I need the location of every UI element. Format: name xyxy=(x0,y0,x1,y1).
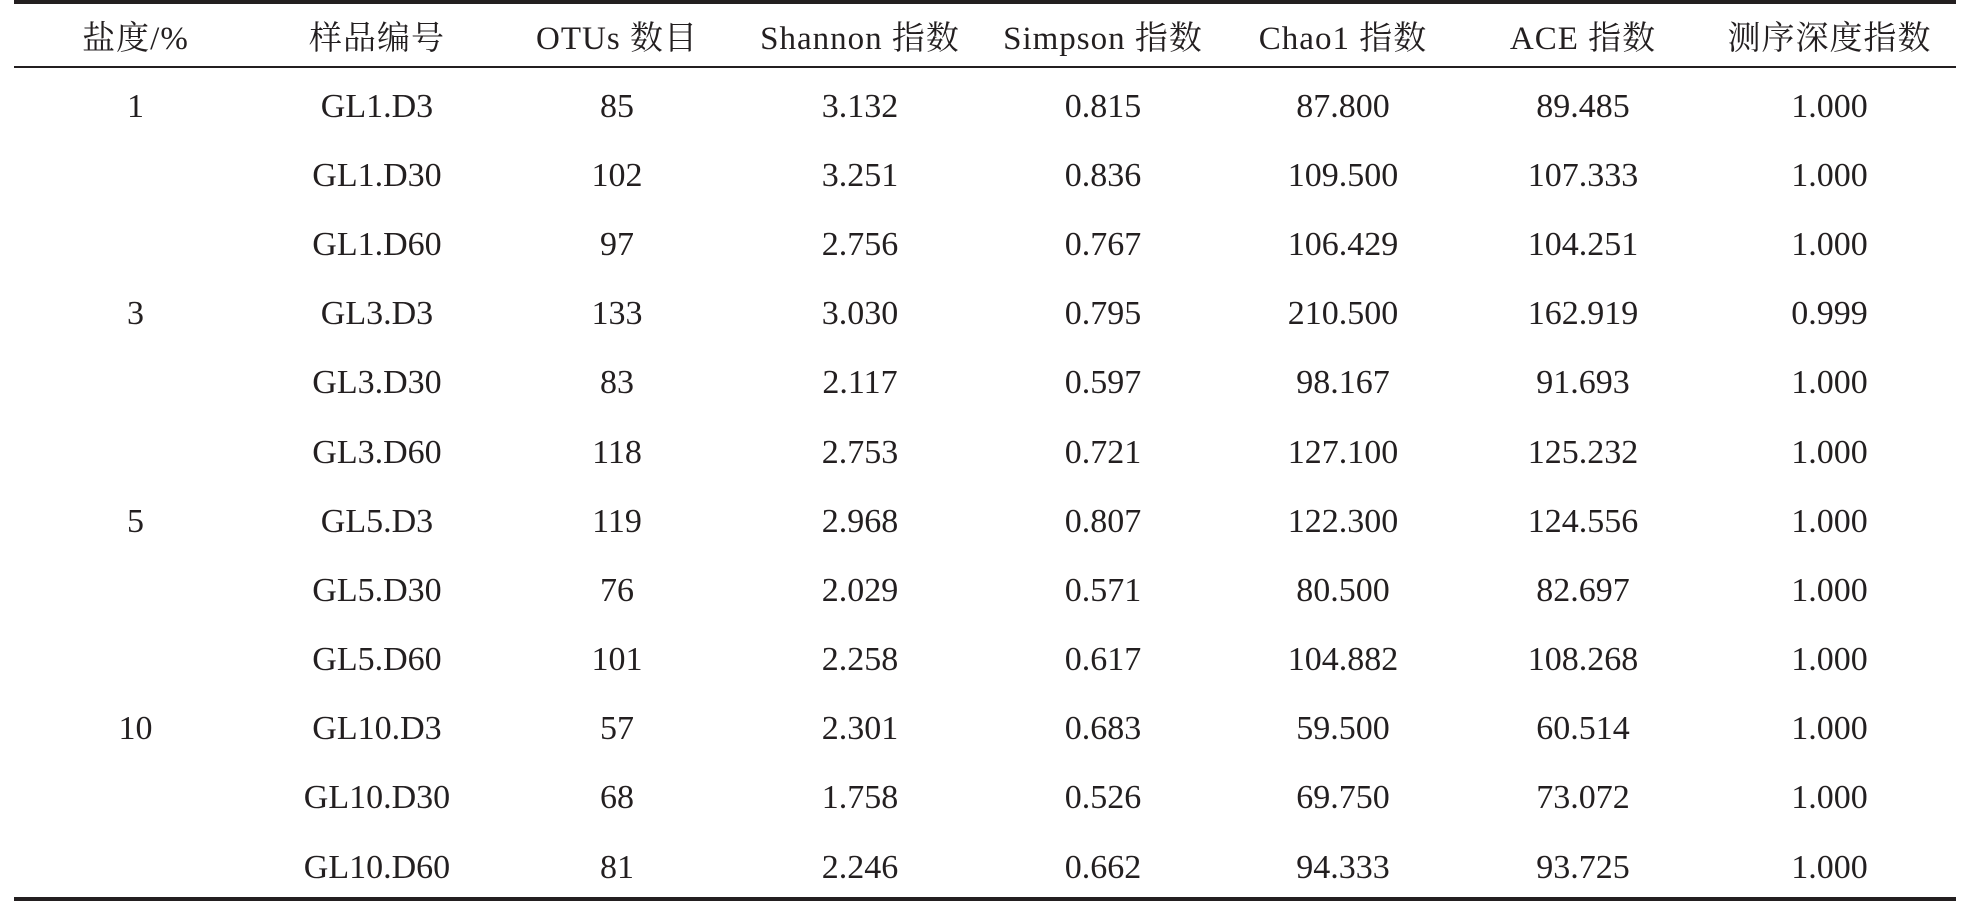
cell-ace: 162.919 xyxy=(1527,295,1639,333)
header-sample-id: 样品编号 xyxy=(309,20,445,57)
cell-chao1: 109.500 xyxy=(1287,156,1399,194)
cell-chao1: 98.167 xyxy=(1296,364,1390,402)
cell-shannon: 2.301 xyxy=(821,710,899,748)
header-chao1: Chao1 指数 xyxy=(1258,20,1428,57)
cell-simpson: 0.721 xyxy=(1064,433,1142,471)
cell-salinity: 3 xyxy=(127,295,144,333)
cell-ace: 125.232 xyxy=(1527,433,1639,471)
cell-shannon: 3.030 xyxy=(821,295,899,333)
cell-shannon: 2.117 xyxy=(822,364,898,402)
cell-chao1: 122.300 xyxy=(1287,502,1399,540)
cell-sample-id: GL1.D3 xyxy=(320,87,434,125)
cell-ace: 107.333 xyxy=(1527,156,1639,194)
cell-shannon: 2.246 xyxy=(821,848,899,886)
cell-ace: 82.697 xyxy=(1536,571,1630,609)
cell-chao1: 127.100 xyxy=(1287,433,1399,471)
cell-chao1: 59.500 xyxy=(1296,710,1390,748)
alpha-diversity-table xyxy=(14,0,1956,902)
header-row xyxy=(14,4,1956,66)
cell-chao1: 94.333 xyxy=(1296,848,1390,886)
cell-salinity xyxy=(14,141,257,210)
cell-shannon: 2.258 xyxy=(821,641,899,679)
cell-coverage: 1.000 xyxy=(1791,156,1868,194)
cell-chao1: 210.500 xyxy=(1287,295,1399,333)
cell-ace: 124.556 xyxy=(1527,502,1639,540)
table-row xyxy=(14,764,1956,833)
cell-coverage: 1.000 xyxy=(1791,641,1868,679)
header-salinity: 盐度/% xyxy=(82,20,189,57)
cell-simpson: 0.767 xyxy=(1064,225,1142,263)
cell-sample-id: GL5.D3 xyxy=(320,502,434,540)
cell-sample-id: GL3.D60 xyxy=(312,433,442,471)
table-body xyxy=(14,68,1956,902)
cell-simpson: 0.662 xyxy=(1064,848,1142,886)
table-row xyxy=(14,280,1956,349)
cell-sample-id: GL1.D60 xyxy=(312,225,442,263)
cell-shannon: 3.132 xyxy=(821,87,899,125)
data-table xyxy=(14,4,1956,66)
cell-otus: 68 xyxy=(600,779,634,817)
cell-sample-id: GL3.D30 xyxy=(312,364,442,402)
cell-sample-id: GL3.D3 xyxy=(320,295,434,333)
table-row xyxy=(14,349,1956,418)
cell-shannon: 3.251 xyxy=(821,156,899,194)
cell-shannon: 2.753 xyxy=(821,433,899,471)
cell-salinity xyxy=(14,556,257,625)
cell-salinity xyxy=(14,626,257,695)
cell-salinity: 5 xyxy=(127,502,144,540)
cell-salinity: 10 xyxy=(118,710,153,748)
cell-chao1: 80.500 xyxy=(1296,571,1390,609)
cell-shannon: 2.968 xyxy=(821,502,899,540)
cell-simpson: 0.815 xyxy=(1064,87,1142,125)
cell-salinity xyxy=(14,418,257,487)
cell-otus: 85 xyxy=(600,87,634,125)
cell-coverage: 0.999 xyxy=(1791,295,1868,333)
cell-sample-id: GL10.D30 xyxy=(303,779,451,817)
cell-coverage: 1.000 xyxy=(1791,779,1868,817)
table-header xyxy=(14,4,1956,66)
cell-simpson: 0.617 xyxy=(1064,641,1142,679)
cell-otus: 119 xyxy=(592,502,642,540)
cell-ace: 108.268 xyxy=(1527,641,1639,679)
cell-otus: 76 xyxy=(600,571,634,609)
cell-otus: 57 xyxy=(600,710,634,748)
cell-simpson: 0.836 xyxy=(1064,156,1142,194)
cell-otus: 97 xyxy=(600,225,634,263)
cell-salinity: 1 xyxy=(127,87,144,125)
cell-ace: 93.725 xyxy=(1536,848,1630,886)
cell-sample-id: GL1.D30 xyxy=(312,156,442,194)
cell-shannon: 2.029 xyxy=(821,571,899,609)
table-bottom-rule xyxy=(14,897,1956,901)
table-row xyxy=(14,210,1956,279)
cell-chao1: 69.750 xyxy=(1296,779,1390,817)
table-row xyxy=(14,418,1956,487)
cell-coverage: 1.000 xyxy=(1791,710,1868,748)
cell-sample-id: GL5.D60 xyxy=(312,641,442,679)
cell-shannon: 1.758 xyxy=(821,779,899,817)
table-row xyxy=(14,487,1956,556)
cell-sample-id: GL5.D30 xyxy=(312,571,442,609)
cell-simpson: 0.807 xyxy=(1064,502,1142,540)
cell-coverage: 1.000 xyxy=(1791,502,1868,540)
cell-chao1: 104.882 xyxy=(1287,641,1399,679)
cell-sample-id: GL10.D60 xyxy=(303,848,451,886)
table-row xyxy=(14,695,1956,764)
cell-otus: 133 xyxy=(591,295,643,333)
cell-otus: 81 xyxy=(600,848,634,886)
header-shannon: Shannon 指数 xyxy=(760,20,960,57)
cell-coverage: 1.000 xyxy=(1791,225,1868,263)
cell-simpson: 0.526 xyxy=(1064,779,1142,817)
cell-ace: 60.514 xyxy=(1536,710,1630,748)
cell-otus: 101 xyxy=(591,641,643,679)
cell-otus: 83 xyxy=(600,364,634,402)
cell-ace: 73.072 xyxy=(1536,779,1630,817)
table-row xyxy=(14,141,1956,210)
table-row xyxy=(14,68,1956,141)
cell-chao1: 106.429 xyxy=(1287,225,1399,263)
cell-simpson: 0.683 xyxy=(1064,710,1142,748)
cell-sample-id: GL10.D3 xyxy=(312,710,442,748)
cell-otus: 102 xyxy=(591,156,643,194)
cell-coverage: 1.000 xyxy=(1791,848,1868,886)
header-coverage: 测序深度指数 xyxy=(1727,20,1932,57)
header-otus: OTUs 数目 xyxy=(536,20,698,57)
cell-simpson: 0.597 xyxy=(1064,364,1142,402)
cell-salinity xyxy=(14,349,257,418)
cell-salinity xyxy=(14,833,257,902)
table-row xyxy=(14,556,1956,625)
table-row xyxy=(14,626,1956,695)
header-simpson: Simpson 指数 xyxy=(1003,20,1203,57)
cell-coverage: 1.000 xyxy=(1791,364,1868,402)
cell-otus: 118 xyxy=(592,433,642,471)
cell-coverage: 1.000 xyxy=(1791,433,1868,471)
cell-simpson: 0.571 xyxy=(1064,571,1142,609)
cell-ace: 104.251 xyxy=(1527,225,1639,263)
cell-salinity xyxy=(14,764,257,833)
cell-salinity xyxy=(14,210,257,279)
cell-shannon: 2.756 xyxy=(821,225,899,263)
cell-simpson: 0.795 xyxy=(1064,295,1142,333)
cell-chao1: 87.800 xyxy=(1296,87,1390,125)
table-row xyxy=(14,833,1956,902)
cell-ace: 89.485 xyxy=(1536,87,1630,125)
cell-coverage: 1.000 xyxy=(1791,87,1868,125)
cell-ace: 91.693 xyxy=(1536,364,1630,402)
data-table-body xyxy=(14,68,1956,902)
cell-coverage: 1.000 xyxy=(1791,571,1868,609)
header-ace: ACE 指数 xyxy=(1509,20,1657,57)
